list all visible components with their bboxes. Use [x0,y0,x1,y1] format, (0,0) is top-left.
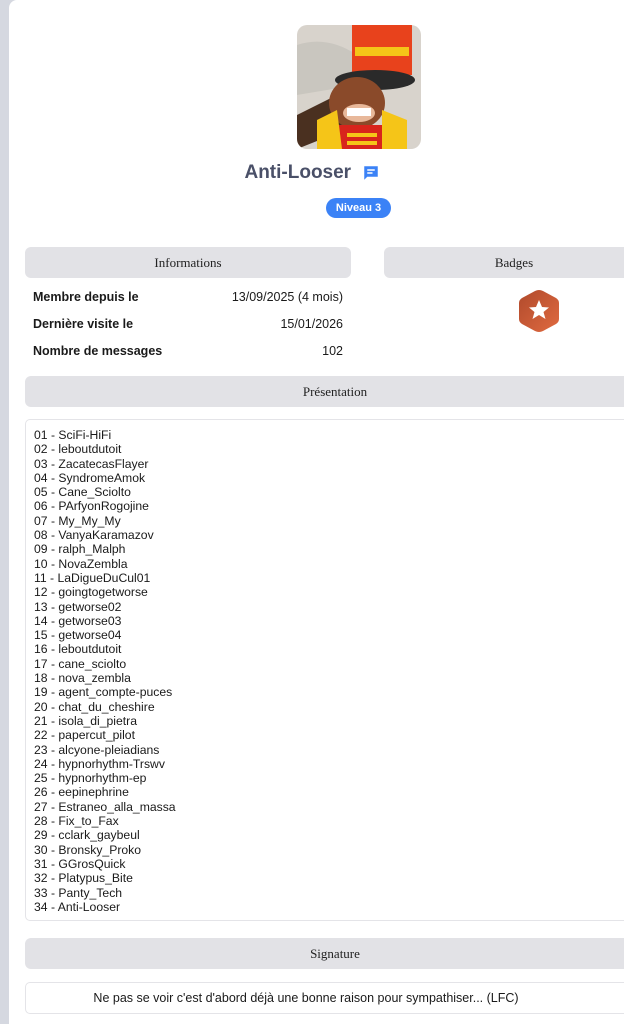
presentation-list [34,428,176,914]
list-item: 30 - Bronsky_Proko [34,842,142,857]
info-value: 13/09/2025 (4 mois) [231,290,343,304]
level-badge: Niveau 3 [326,198,391,218]
info-label: Membre depuis le [33,290,139,304]
info-row-member-since [33,290,343,308]
message-icon[interactable] [362,164,380,182]
section-informations: Informations [25,247,351,278]
list-item: 34 - Anti-Looser [34,899,121,914]
list-item: 01 - SciFi-HiFi [34,428,112,442]
section-presentation: Présentation [25,376,624,407]
section-badges: Badges [384,247,624,278]
list-item: 19 - agent_compte-puces [34,685,173,700]
info-value: 15/01/2026 [280,317,343,331]
list-item: 27 - Estraneo_alla_massa [34,799,176,814]
info-row-last-visit [33,317,343,335]
presentation-box [25,419,624,921]
username: Anti-Looser [244,162,352,183]
list-item: 03 - ZacatecasFlayer [34,456,149,471]
info-label: Dernière visite le [33,317,134,331]
star-hexagon-badge-icon[interactable] [517,288,561,334]
list-item: 09 - ralph_Malph [34,542,126,557]
section-signature: Signature [25,938,624,969]
list-item: 16 - leboutdutoit [34,642,122,657]
list-item: 22 - papercut_pilot [34,728,135,743]
list-item: 06 - PArfyonRogojine [34,499,149,514]
signature-box [25,982,624,1014]
avatar [297,25,421,149]
list-item: 10 - NovaZembla [34,556,128,571]
info-row-message-count [33,344,343,362]
list-item: 17 - cane_sciolto [34,656,127,671]
list-item: 12 - goingtogetworse [34,585,148,600]
list-item: 29 - cclark_gaybeul [34,828,140,843]
list-item: 33 - Panty_Tech [34,885,123,900]
list-item: 13 - getworse02 [34,599,122,614]
list-item: 26 - eepinephrine [34,785,129,800]
list-item: 25 - hypnorhythm-ep [34,771,147,786]
info-label: Nombre de messages [33,344,163,358]
list-item: 20 - chat_du_cheshire [34,699,155,714]
list-item: 07 - My_My_My [34,513,121,528]
list-item: 23 - alcyone-pleiadians [34,742,160,757]
list-item: 14 - getworse03 [34,613,122,628]
list-item: 15 - getworse04 [34,628,122,643]
list-item: 02 - leboutdutoit [34,442,122,457]
list-item: 21 - isola_di_pietra [34,713,137,728]
list-item: 18 - nova_zembla [34,671,131,686]
list-item: 05 - Cane_Sciolto [34,485,131,500]
list-item: 32 - Platypus_Bite [34,871,133,886]
list-item: 24 - hypnorhythm-Trswv [34,756,165,771]
list-item: 28 - Fix_to_Fax [34,814,119,829]
signature-text: Ne pas se voir c'est d'abord déjà une bonne raison pour sympathiser... (LFC) [93,991,519,1005]
list-item: 11 - LaDigueDuCul01 [34,570,151,585]
info-value: 102 [322,344,343,358]
list-item: 31 - GGrosQuick [34,856,126,871]
list-item: 08 - VanyaKaramazov [34,528,154,543]
profile-header [0,162,624,184]
avatar-image-icon [297,25,421,149]
list-item: 04 - SyndromeAmok [34,470,146,485]
